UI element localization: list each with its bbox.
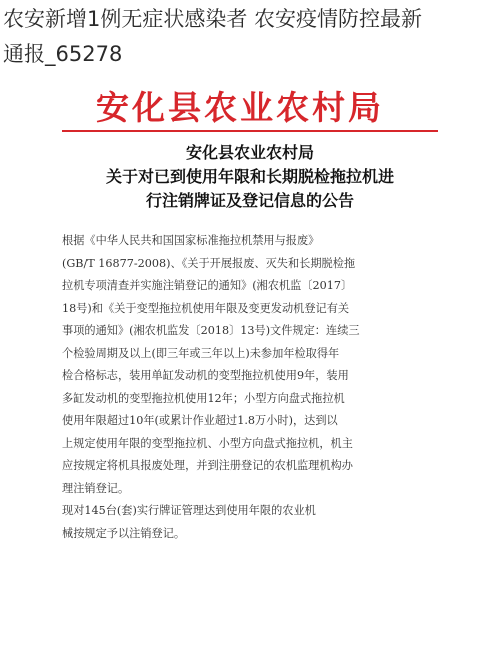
body-line: 现对145台(套)实行牌证管理达到使用年限的农业机 (62, 504, 316, 517)
body-line: (GB/T 16877-2008)、《关于开展报废、灭失和长期脱检拖 (62, 256, 356, 270)
body-line: 事项的通知》(湘农机监发〔2018〕13号)文件规定：连续三 (62, 324, 360, 337)
document-scan (0, 70, 500, 647)
page-title-line-1: 农安新增1例无症状感染者 农安疫情防控最新 (3, 7, 423, 31)
body-line: 18号)和《关于变型拖拉机使用年限及变更发动机登记有关 (62, 301, 350, 315)
body-line: 多缸发动机的变型拖拉机使用12年；小型方向盘式拖拉机 (62, 391, 345, 405)
notice-heading-line-1: 安化县农业农村局 (185, 143, 314, 162)
notice-heading-line-2: 关于对已到使用年限和长期脱检拖拉机进 (105, 167, 394, 186)
body-line: 理注销登记。 (62, 481, 130, 495)
page-title (3, 2, 497, 74)
notice-heading-line-3: 行注销牌证及登记信息的公告 (145, 191, 354, 210)
body-line: 上规定使用年限的变型拖拉机、小型方向盘式拖拉机，机主 (62, 436, 353, 450)
page-title-line-2: 通报_65278 (3, 42, 123, 66)
body-line: 根据《中华人民共和国国家标准拖拉机禁用与报废》 (62, 234, 320, 247)
body-line: 应按规定将机具报废处理，并到注册登记的农机监理机构办 (62, 459, 353, 472)
body-line: 拉机专项清查并实施注销登记的通知》(湘农机监〔2017〕 (62, 279, 353, 292)
letterhead: 安化县农业农村局 (96, 88, 384, 127)
body-line: 个检验周期及以上(即三年或三年以上)未参加年检取得年 (62, 346, 340, 360)
body-line: 使用年限超过10年(或累计作业超过1.8万小时)，达到以 (62, 414, 338, 427)
letterhead-rule (62, 130, 438, 132)
body-line: 检合格标志，装用单缸发动机的变型拖拉机使用9年，装用 (62, 369, 349, 382)
notice-body (62, 230, 442, 545)
body-line: 械按规定予以注销登记。 (62, 526, 186, 540)
